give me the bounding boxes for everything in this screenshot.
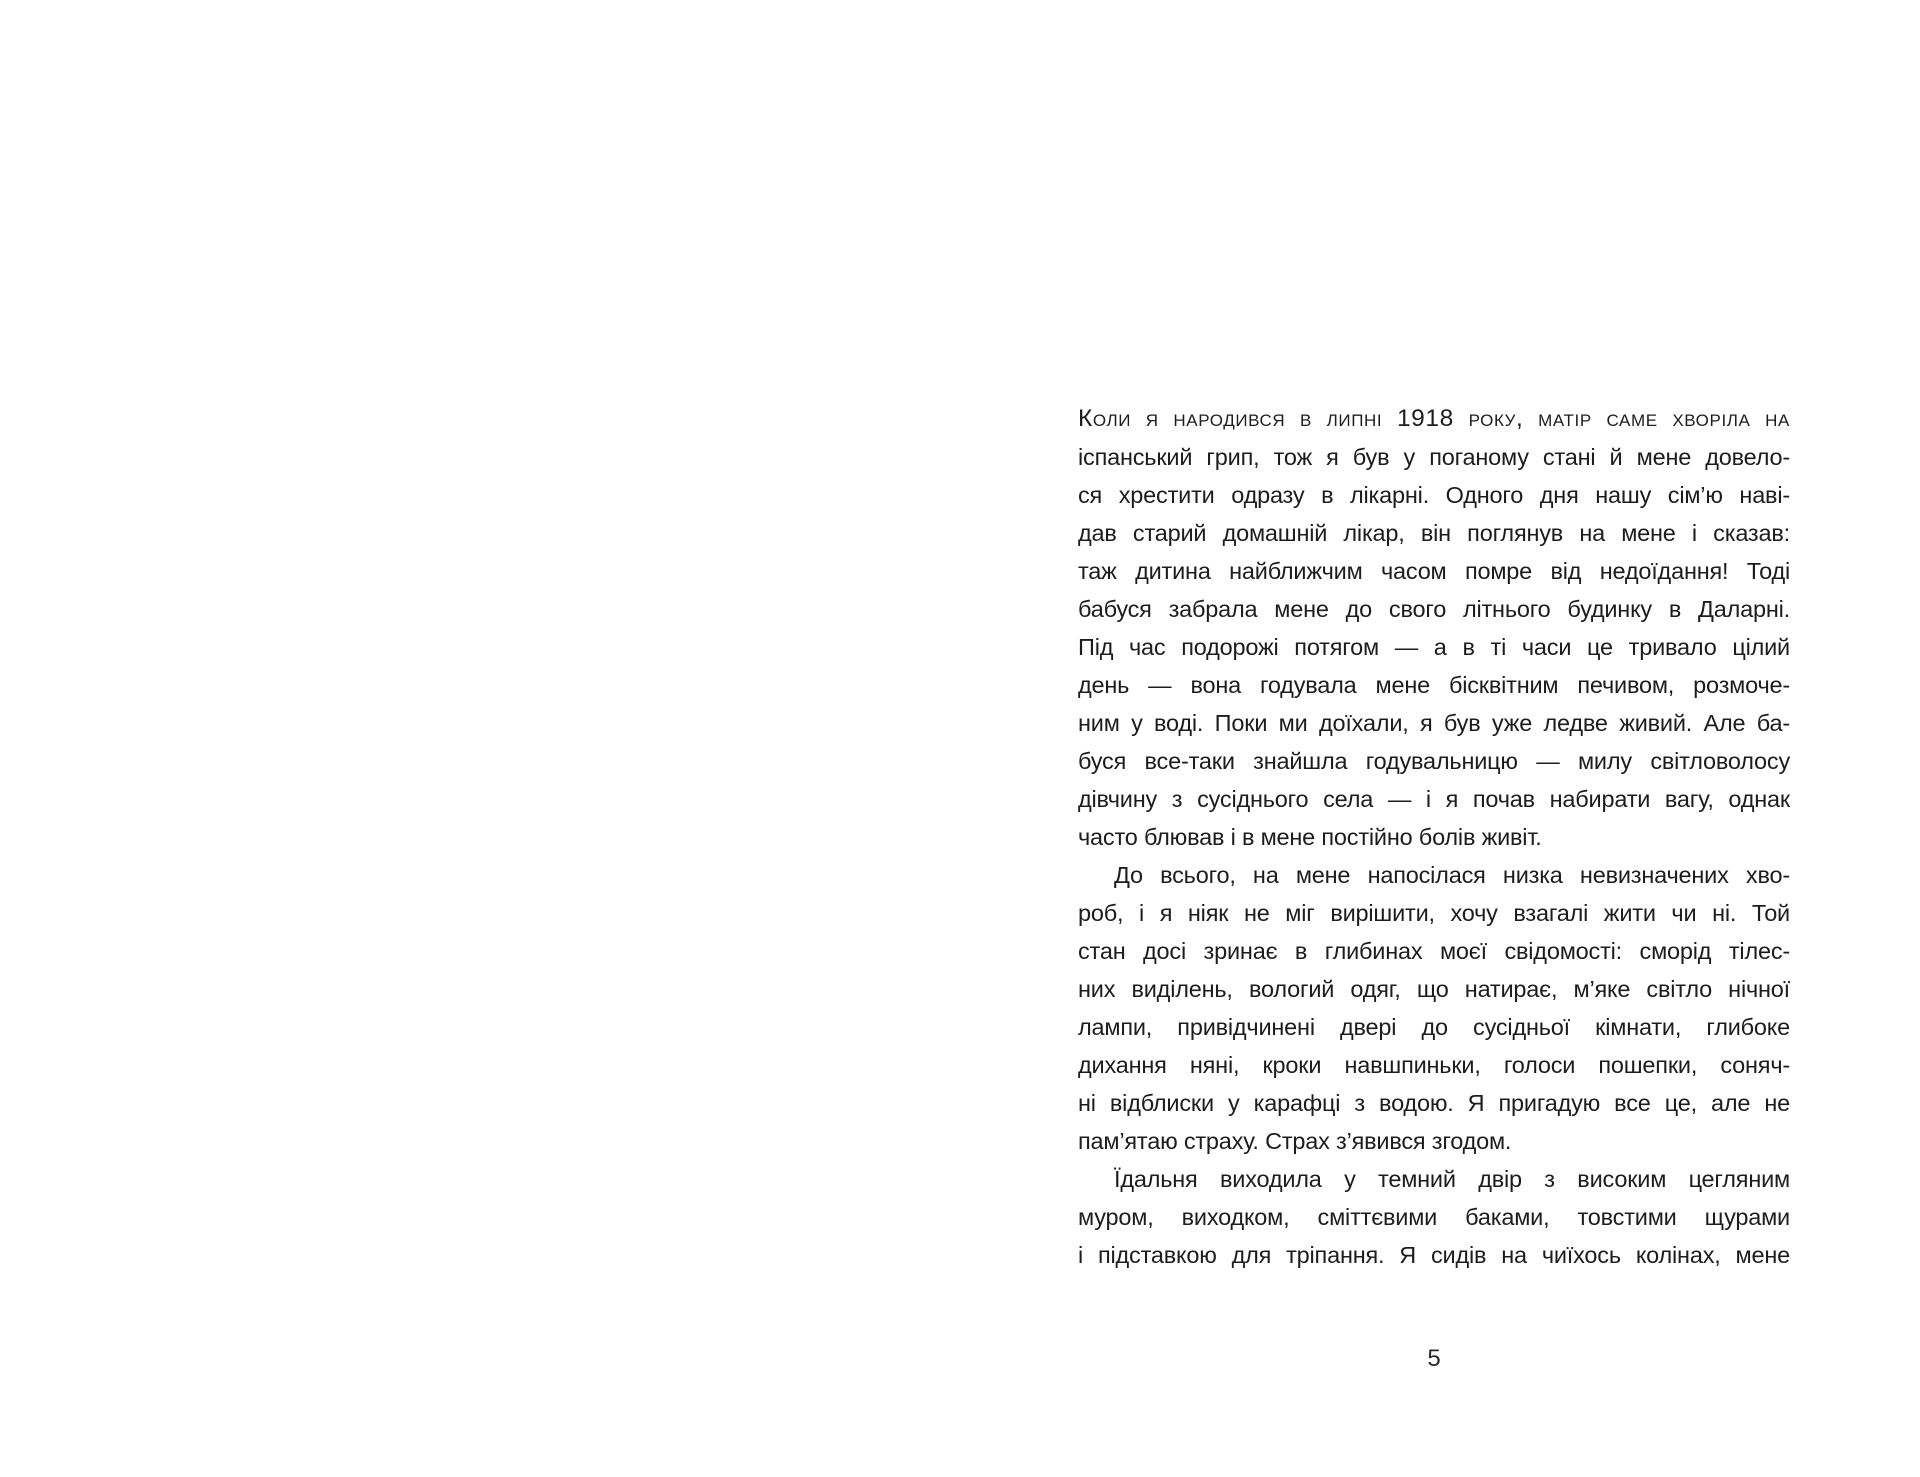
text-line: ні відблиски у карафці з водою. Я пригадую все це, але не — [1078, 1090, 1790, 1116]
text-line: роб, і я ніяк не міг вирішити, хочу взагалі жити чи ні. Той — [1078, 900, 1790, 926]
text-line: Під час подорожі потягом — а в ті часи це тривало цілий — [1078, 634, 1790, 660]
text-line: і підставкою для тріпання. Я сидів на чиїхось колінах, мене — [1078, 1242, 1790, 1268]
text-line: Коли я народився в липні 1918 року, матір саме хворіла на — [1078, 405, 1790, 432]
text-line: день — вона годувала мене бісквітним печивом, розмоче- — [1078, 672, 1790, 698]
text-line: пам’ятаю страху. Страх з’явився згодом. — [1078, 1128, 1512, 1154]
text-line: них виділень, вологий одяг, що натирає, м’яке світло нічної — [1078, 976, 1790, 1002]
page-text-block — [1078, 400, 1790, 1274]
text-line: дав старий домашній лікар, він поглянув на мене і сказав: — [1078, 520, 1790, 546]
text-line: часто блював і в мене постійно болів живіт. — [1078, 824, 1542, 850]
text-line: буся все-таки знайшла годувальницю — милу світловолосу — [1078, 748, 1790, 774]
text-line: лампи, привідчинені двері до сусідньої кімнати, глибоке — [1078, 1014, 1790, 1040]
text-line: дівчину з сусіднього села — і я почав набирати вагу, однак — [1078, 786, 1790, 812]
text-line: До всього, на мене напосілася низка невизначених хво- — [1114, 862, 1790, 888]
page-number: 5 — [1427, 1345, 1441, 1372]
text-line: муром, виходком, сміттєвими баками, товстими щурами — [1078, 1204, 1790, 1230]
text-line: таж дитина найближчим часом помре від недоїдання! Тоді — [1078, 558, 1790, 584]
text-line: Їдальня виходила у темний двір з високим цегляним — [1114, 1166, 1790, 1192]
text-line: дихання няні, кроки навшпиньки, голоси пошепки, соняч- — [1078, 1052, 1790, 1078]
text-line: ним у воді. Поки ми доїхали, я був уже ледве живий. Але ба- — [1078, 710, 1790, 736]
text-line: стан досі зринає в глибинах моєї свідомості: сморід тілес- — [1078, 938, 1790, 964]
text-line: іспанський грип, тож я був у поганому стані й мене довело- — [1078, 444, 1790, 470]
text-line: бабуся забрала мене до свого літнього будинку в Даларні. — [1078, 596, 1790, 622]
text-line: ся хрестити одразу в лікарні. Одного дня нашу сім’ю наві- — [1078, 482, 1790, 508]
